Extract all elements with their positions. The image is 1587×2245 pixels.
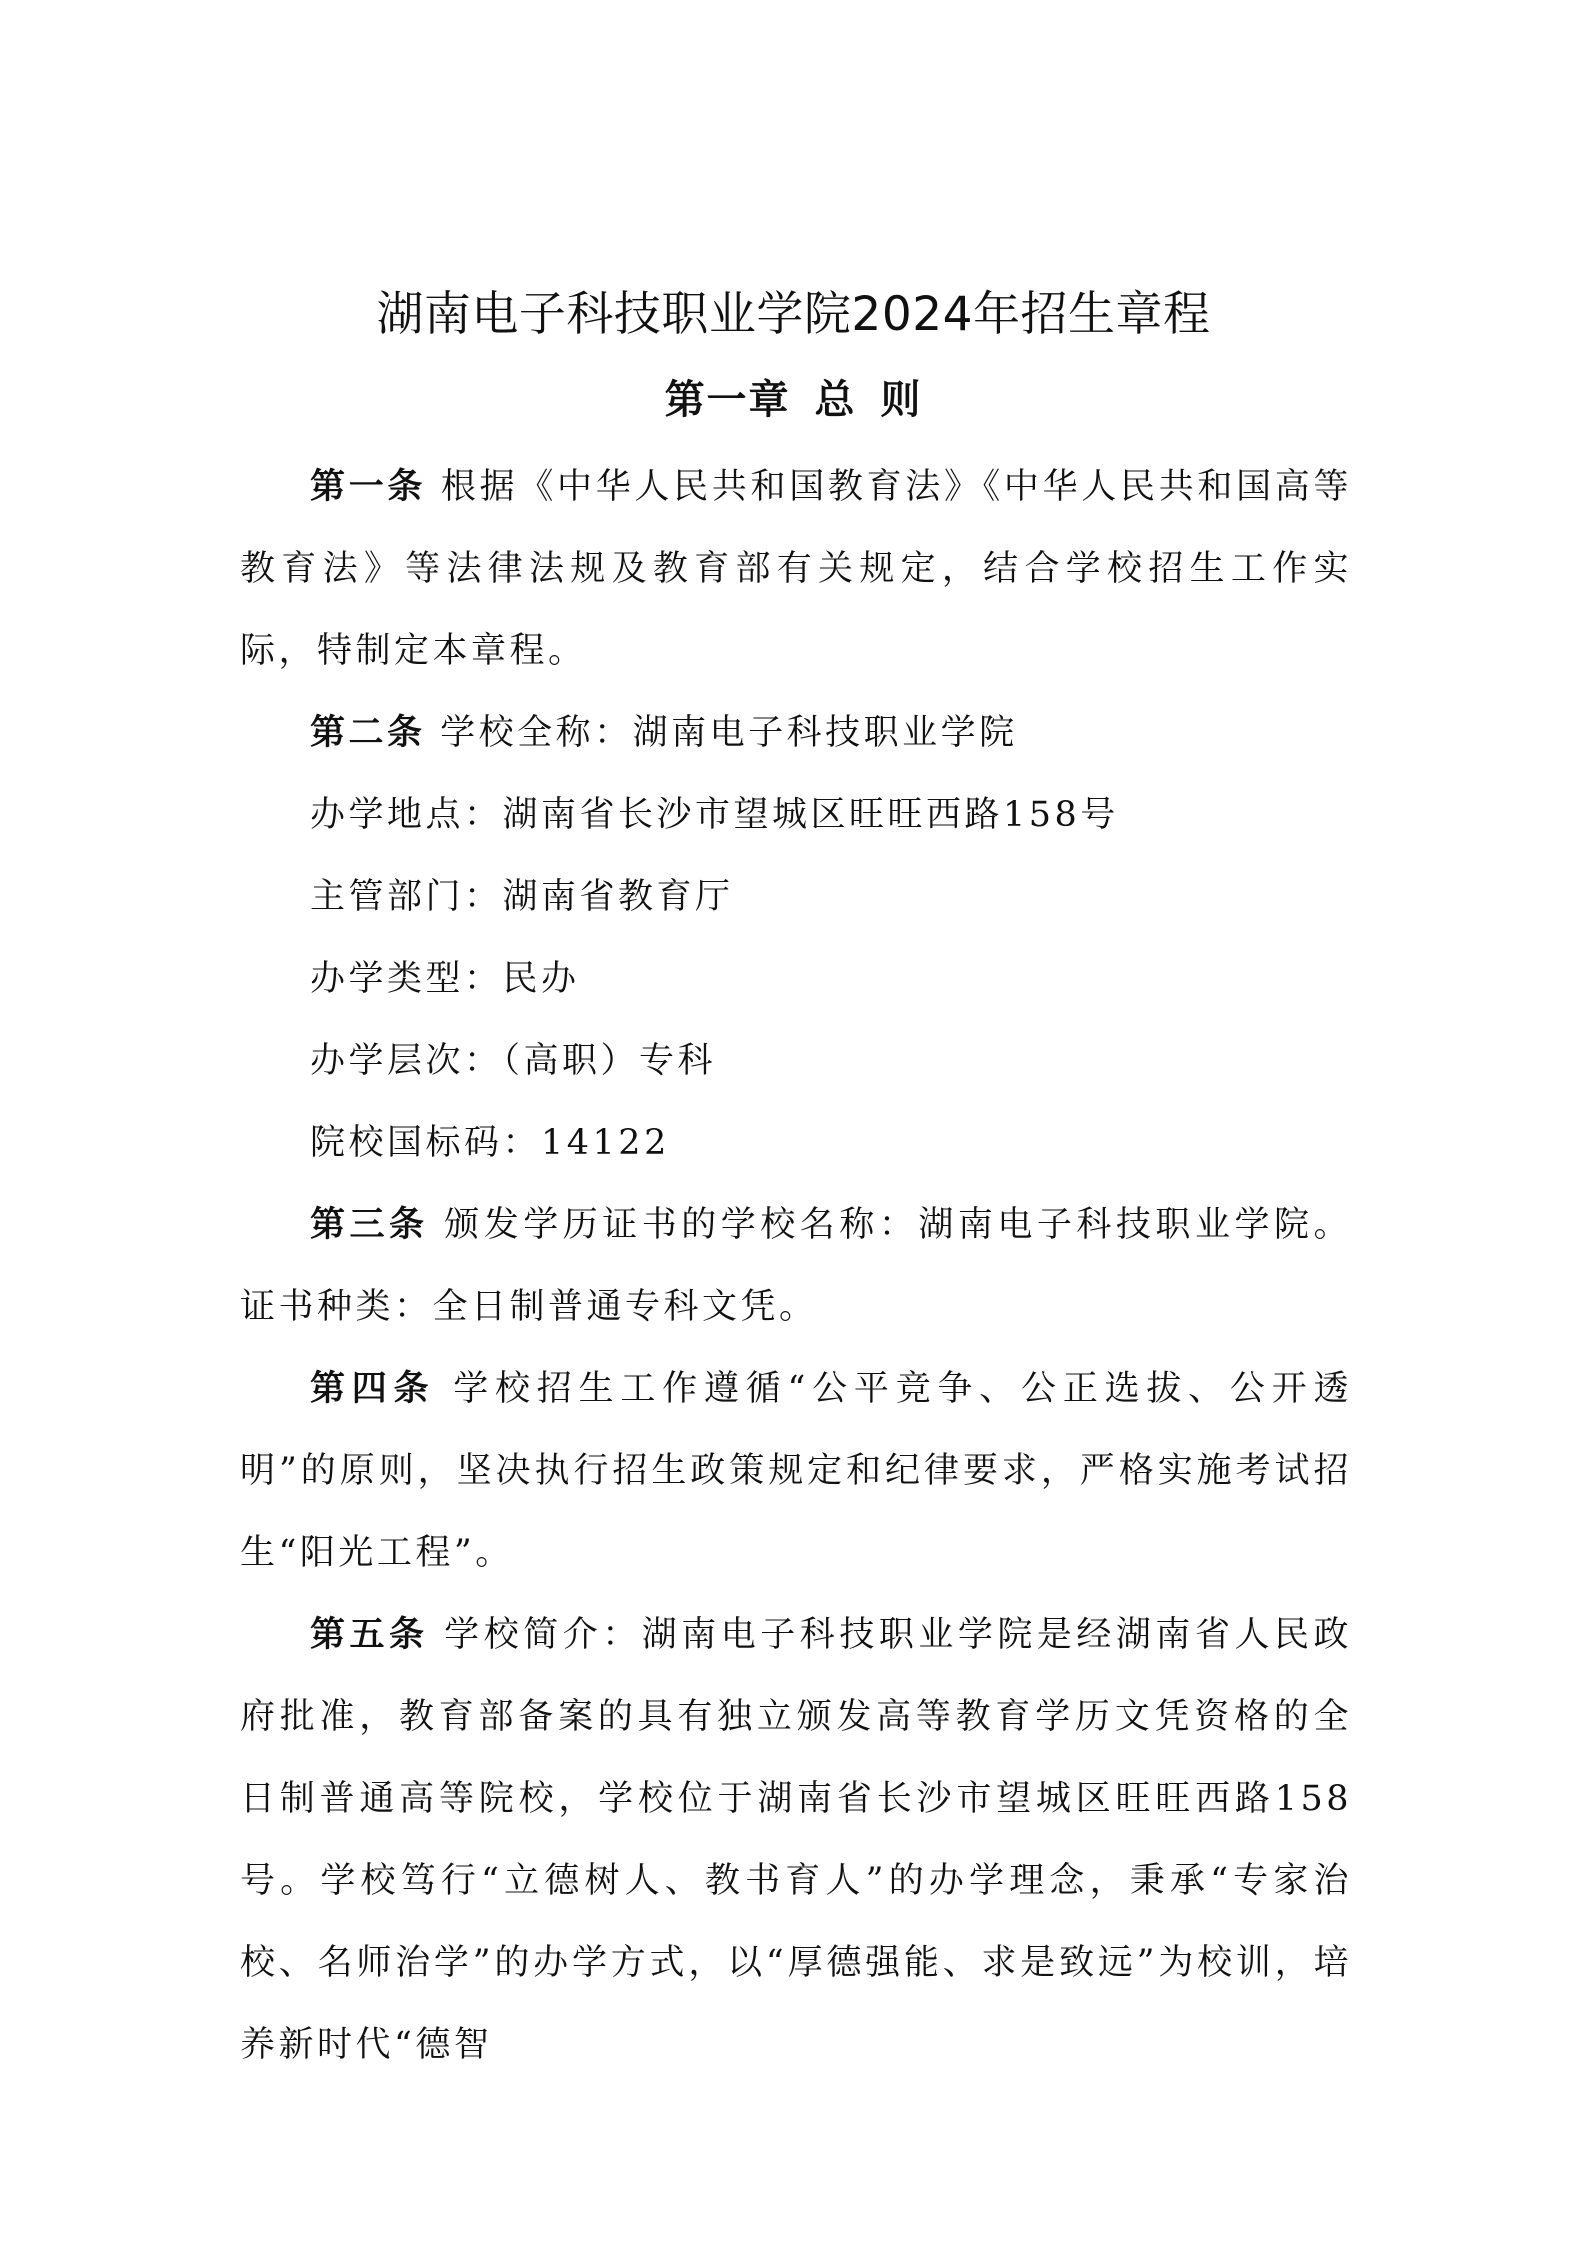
article-label: 第三条 [310,1205,429,1245]
article-text: 根据《中华人民共和国教育法》《中华人民共和国高等教育法》等法律法规及教育部有关规定，结合学校招生工作实际，特制定本章程。 [240,467,1352,671]
info-text: 主管部门：湖南省教育厅 [310,877,734,917]
info-text: 办学类型：民办 [310,959,580,999]
article-1 [240,446,1352,692]
info-text: 办学地点：湖南省长沙市望城区旺旺西路158号 [310,795,1119,835]
article-label: 第二条 [310,713,426,753]
school-address [240,774,1352,856]
school-authority [240,856,1352,938]
info-text: 院校国标码：14122 [310,1123,670,1163]
info-text: 办学层次：（高职）专科 [310,1041,717,1081]
article-2 [240,692,1352,774]
article-label: 第四条 [310,1369,436,1409]
article-text: 学校简介：湖南电子科技职业学院是经湖南省人民政府批准，教育部备案的具有独立颁发高等教育学历文凭资格的全日制普通高等院校，学校位于湖南省长沙市望城区旺旺西路158号。学校笃行“立德树人、教书育人”的办学理念，秉承“专家治校、名师治学”的办学方式，以“厚德强能、求是致远”为校训，培养新时代“德智 [240,1615,1352,2065]
article-3 [240,1184,1352,1348]
article-label: 第五条 [310,1615,429,1655]
article-5 [240,1594,1352,2086]
article-label: 第一条 [310,467,427,507]
document-title: 湖南电子科技职业学院2024年招生章程 [376,287,1211,342]
article-text: 学校招生工作遵循“公平竞争、公正选拔、公开透明”的原则，坚决执行招生政策规定和纪律要求，严格实施考试招生“阳光工程”。 [240,1369,1352,1573]
school-type [240,938,1352,1020]
article-text: 学校全称：湖南电子科技职业学院 [425,713,1018,753]
article-text: 颁发学历证书的学校名称：湖南电子科技职业学院。证书种类：全日制普通专科文凭。 [240,1205,1352,1327]
school-level [240,1020,1352,1102]
article-4 [240,1348,1352,1594]
chapter-heading: 第一章 总 则 [664,377,923,423]
document-body [240,446,1352,2086]
school-code [240,1102,1352,1184]
